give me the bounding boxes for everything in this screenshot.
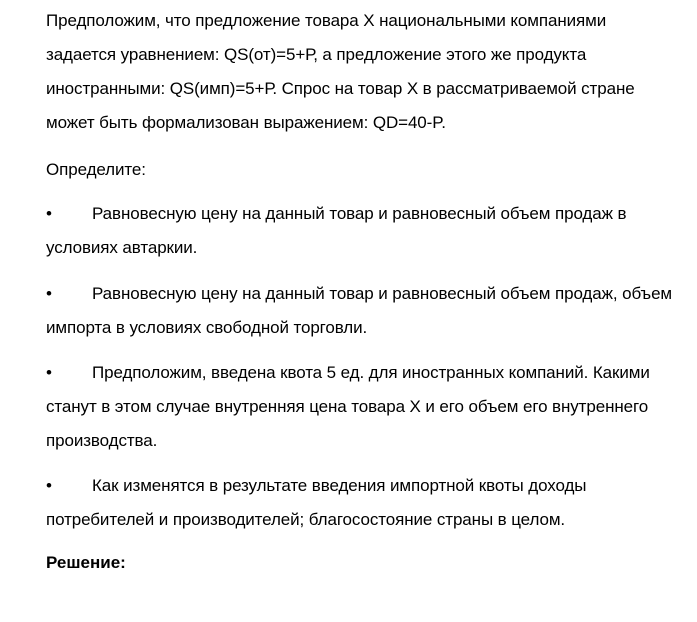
bullet-icon: • [46, 476, 52, 495]
list-item [46, 277, 676, 345]
problem-statement: Предположим, что предложение товара Х национальными компаниями задается уравнением: QS(от)=5+Р, а предложение этого же продукта иностранными: QS(имп)=5+Р. Спрос на товар Х в рассматриваемой стране может быть формализован выражением: QD=40-P. [46, 11, 635, 132]
list-item-text: Равновесную цену на данный товар и равновесный объем продаж, объем импорта в условиях свободной торговли. [46, 284, 673, 337]
solution-heading: Решение: [46, 553, 126, 572]
bullet-icon: • [46, 204, 52, 223]
list-item-text: Как изменятся в результате введения импортной квоты доходы потребителей и производителей; благосостояние страны в целом. [46, 476, 587, 529]
list-item-text: Равновесную цену на данный товар и равновесный объем продаж в условиях автаркии. [46, 204, 627, 257]
list-item-text: Предположим, введена квота 5 ед. для иностранных компаний. Какими станут в этом случае внутренняя цена товара Х и его объем его внутреннего производства. [46, 363, 650, 450]
bullet-icon: • [46, 363, 52, 382]
define-label: Определите: [46, 160, 146, 179]
list-item [46, 469, 676, 537]
list-item [46, 197, 676, 265]
list-item [46, 356, 676, 458]
bullet-icon: • [46, 284, 52, 303]
